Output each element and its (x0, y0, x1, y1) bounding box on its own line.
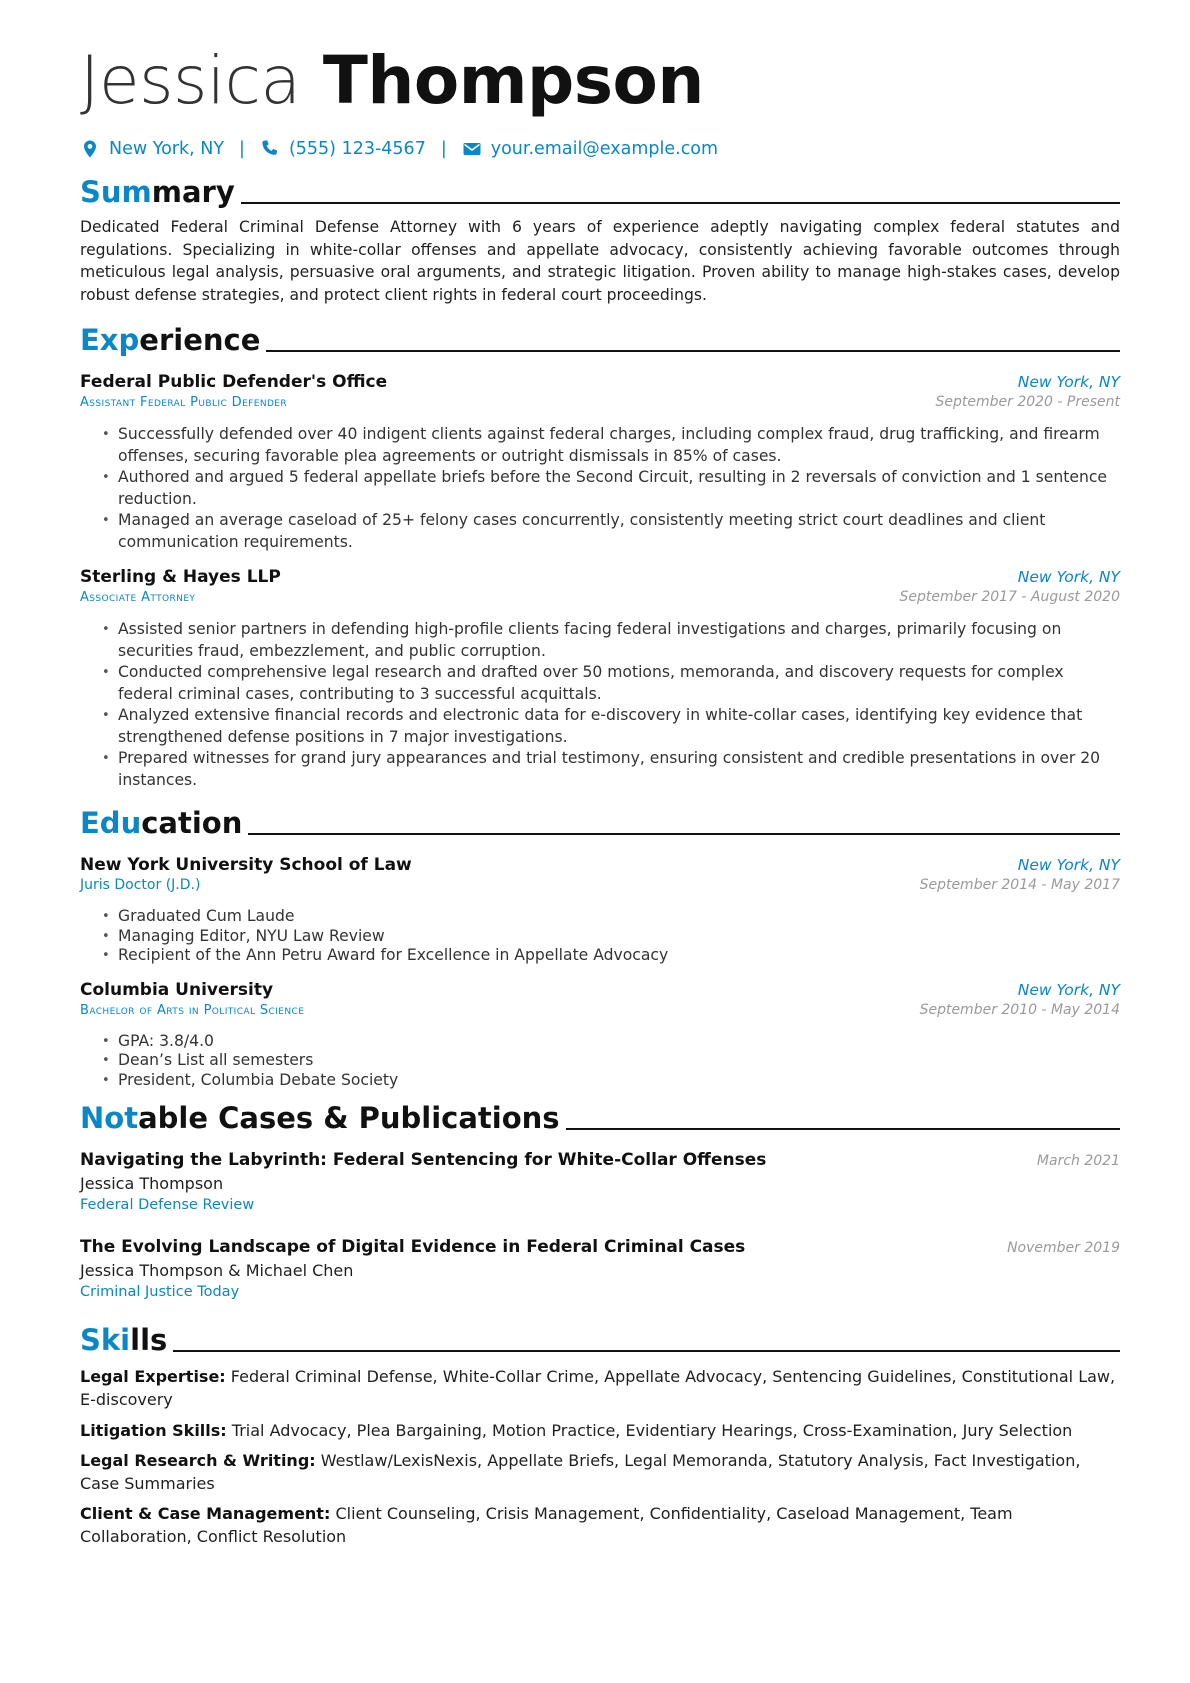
skill-label: Client & Case Management: (80, 1504, 331, 1524)
publications-heading (80, 1098, 1120, 1136)
skill-group (80, 1450, 1120, 1495)
map-pin-icon (80, 139, 100, 159)
education-entry (80, 855, 1120, 966)
job-title: Assistant Federal Public Defender (80, 395, 288, 411)
employer-name: Sterling & Hayes LLP (80, 567, 281, 588)
job-location: New York, NY (1017, 568, 1120, 587)
school-name: Columbia University (80, 979, 274, 1000)
envelope-icon (462, 139, 482, 159)
publication-authors: Jessica Thompson & Michael Chen (80, 1261, 354, 1281)
location-text: New York, NY (109, 139, 225, 159)
skill-items: Trial Advocacy, Plea Bargaining, Motion Practice, Evidentiary Hearings, Cross-Examination, Jury Selection (231, 1420, 1073, 1440)
skill-group (80, 1366, 1120, 1411)
degree: Juris Doctor (J.D.) (80, 877, 201, 894)
list-item: • Managing Editor, NYU Law Review (118, 927, 1120, 947)
school-bullets (80, 907, 1120, 966)
skill-group (80, 1503, 1120, 1548)
list-item: • Assisted senior partners in defending high-profile clients facing federal investigations and charges, primarily focusing on securities fraud, embezzlement, and public corruption. (118, 619, 1120, 662)
skill-label: Legal Expertise: (80, 1367, 226, 1387)
list-item: • Conducted comprehensive legal research and drafted over 50 motions, memoranda, and discovery requests for complex federal criminal cases, contributing to 3 successful acquittals. (118, 662, 1120, 705)
skill-label: Legal Research & Writing: (80, 1451, 316, 1471)
list-item: • Graduated Cum Laude (118, 907, 1120, 927)
contact-separator: | (239, 139, 245, 159)
education-heading (80, 803, 1120, 841)
publication-entry (80, 1150, 1120, 1213)
publication-venue: Federal Defense Review (80, 1197, 255, 1214)
list-item: • Successfully defended over 40 indigent clients against federal charges, including complex fraud, drug trafficking, and firearm offenses, securing favorable plea agreements or outright dismissals in 85% of cases. (118, 424, 1120, 467)
school-location: New York, NY (1017, 980, 1120, 999)
phone-text: (555) 123-4567 (288, 139, 426, 159)
phone-icon (260, 139, 280, 159)
publication-date: November 2019 (1007, 1240, 1120, 1257)
section-rule (266, 350, 1120, 352)
contact-email[interactable] (462, 139, 718, 159)
publication-title: The Evolving Landscape of Digital Evidence in Federal Criminal Cases (80, 1237, 746, 1258)
school-dates: September 2010 - May 2014 (919, 1001, 1120, 1018)
school-location: New York, NY (1017, 856, 1120, 875)
section-rule (173, 1350, 1120, 1352)
publication-date: March 2021 (1036, 1153, 1120, 1170)
degree: Bachelor of Arts in Political Science (80, 1002, 305, 1018)
experience-entry (80, 372, 1120, 553)
candidate-name (80, 40, 1120, 122)
list-item: • Analyzed extensive financial records and electronic data for e-discovery in white-collar cases, identifying key evidence that strengthened defense positions in 7 major investigations. (118, 705, 1120, 748)
job-bullets (80, 619, 1120, 791)
section-rule (248, 833, 1120, 835)
list-item: • Recipient of the Ann Petru Award for Excellence in Appellate Advocacy (118, 946, 1120, 966)
skill-label: Litigation Skills: (80, 1420, 227, 1440)
publication-entry (80, 1237, 1120, 1300)
section-title: Skills (80, 1323, 168, 1358)
job-title: Associate Attorney (80, 590, 196, 606)
contact-separator: | (440, 139, 447, 159)
publication-title: Navigating the Labyrinth: Federal Sentencing for White-Collar Offenses (80, 1150, 767, 1171)
section-rule (566, 1128, 1120, 1130)
experience-entry (80, 567, 1120, 791)
summary-heading (80, 172, 1120, 210)
job-dates: September 2017 - August 2020 (899, 589, 1120, 606)
list-item: • Authored and argued 5 federal appellate briefs before the Second Circuit, resulting in 2 reversals of conviction and 1 sentence reduction. (118, 467, 1120, 510)
job-dates: September 2020 - Present (935, 394, 1120, 411)
contact-bar (80, 136, 1120, 162)
skill-items: Westlaw/LexisNexis, Appellate Briefs, Legal Memoranda, Statutory Analysis, Fact Investigation, Case Summaries (80, 1451, 1081, 1493)
publication-authors: Jessica Thompson (80, 1174, 224, 1194)
list-item: • Managed an average caseload of 25+ felony cases concurrently, consistently meeting strict court deadlines and client communication requirements. (118, 510, 1120, 553)
contact-location (80, 139, 224, 159)
section-title: Experience (80, 323, 261, 358)
job-bullets (80, 424, 1120, 553)
skill-items: Client Counseling, Crisis Management, Confidentiality, Caseload Management, Team Collaboration, Conflict Resolution (80, 1504, 1013, 1546)
school-bullets (80, 1032, 1120, 1091)
section-rule (241, 202, 1120, 204)
education-entry (80, 980, 1120, 1091)
section-title: Notable Cases & Publications (80, 1101, 560, 1136)
job-location: New York, NY (1017, 373, 1120, 392)
skill-items: Federal Criminal Defense, White-Collar Crime, Appellate Advocacy, Sentencing Guidelines, Constitutional Law, E-discovery (80, 1367, 1116, 1409)
section-title: Education (80, 806, 243, 841)
skills-heading (80, 1320, 1120, 1358)
experience-heading (80, 320, 1120, 358)
skill-group (80, 1420, 1120, 1443)
contact-phone[interactable] (260, 139, 426, 159)
school-dates: September 2014 - May 2017 (919, 877, 1120, 894)
last-name: Thompson (322, 42, 704, 119)
summary-text: Dedicated Federal Criminal Defense Attorney with 6 years of experience adeptly navigating complex federal statutes and regulations. Specializing in white-collar offenses and appellate advocacy, consistently achieving favorable outcomes through meticulous legal analysis, persuasive oral arguments, and strategic litigation. Proven ability to manage high-stakes cases, develop robust defense strategies, and protect client rights in federal court proceedings. (80, 218, 1120, 304)
resume-page (80, 40, 1120, 1549)
school-name: New York University School of Law (80, 855, 412, 876)
section-title: Summary (80, 175, 235, 209)
email-link: your.email@example.com (490, 139, 719, 159)
publication-venue: Criminal Justice Today (80, 1284, 240, 1301)
employer-name: Federal Public Defender's Office (80, 372, 388, 393)
list-item: • President, Columbia Debate Society (118, 1071, 1120, 1091)
first-name: Jessica (80, 42, 301, 119)
list-item: • Prepared witnesses for grand jury appearances and trial testimony, ensuring consistent and credible presentations in over 20 instances. (118, 748, 1120, 791)
list-item: • Dean’s List all semesters (118, 1051, 1120, 1071)
list-item: • GPA: 3.8/4.0 (118, 1032, 1120, 1052)
